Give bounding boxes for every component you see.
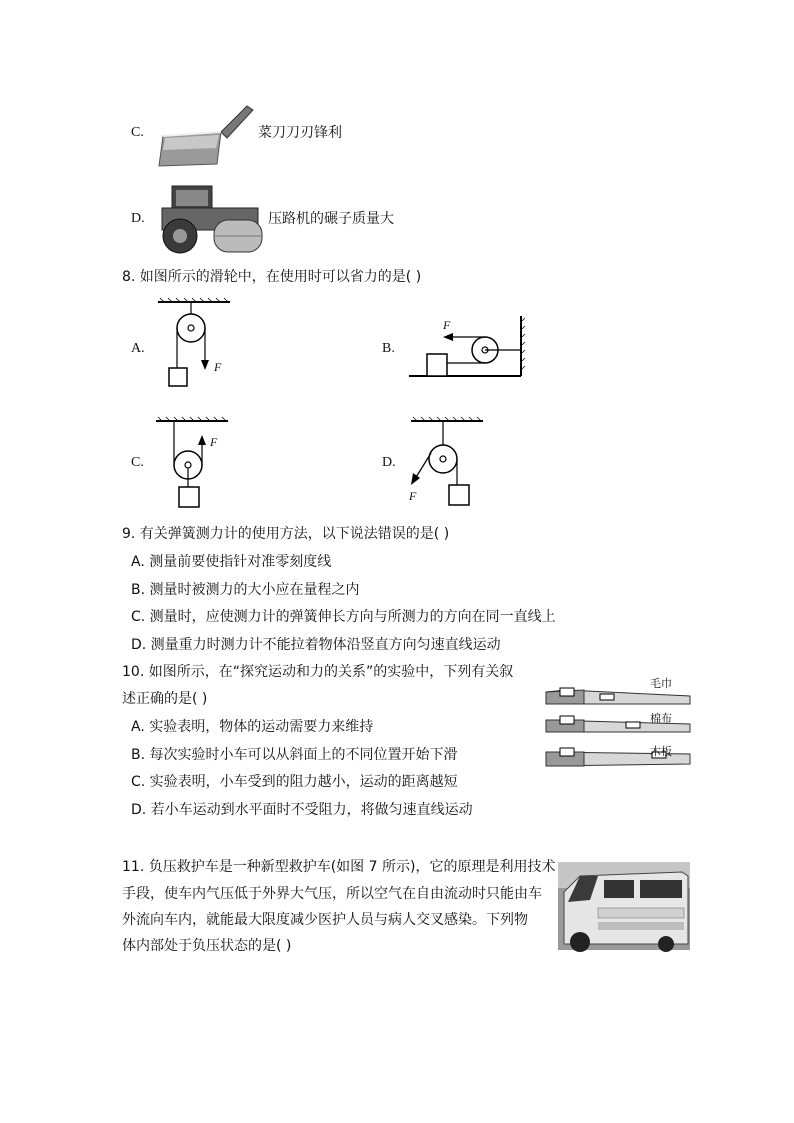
q10-surface-board: 木板 (650, 745, 672, 758)
q8-label-a: A. (131, 341, 145, 356)
q11-stem-line1: 11. 负压救护车是一种新型救护车(如图 7 所示)，它的原理是利用技术 (122, 859, 556, 875)
movable-pulley-diagram-c (152, 415, 232, 515)
horizontal-pulley-diagram-b (405, 312, 530, 384)
q9-stem: 9. 有关弹簧测力计的使用方法，以下说法错误的是( ) (122, 526, 450, 542)
road-roller-image (152, 180, 266, 254)
q10-surface-cotton: 棉布 (650, 712, 672, 725)
q11-stem-line2: 手段，使车内气压低于外界大气压，所以空气在自由流动时只能由车 (122, 886, 542, 902)
cleaver-knife-image (155, 98, 257, 170)
q9-option-b: B. 测量时被测力的大小应在量程之内 (131, 582, 360, 598)
q10-surface-towel: 毛巾 (650, 677, 672, 690)
q8-label-d: D. (382, 455, 396, 470)
q10-option-a: A. 实验表明，物体的运动需要力来维持 (131, 719, 374, 735)
fixed-pulley-diagram-a (150, 296, 240, 396)
q11-stem-line4: 体内部处于负压状态的是( ) (122, 938, 292, 954)
ambulance-photo (558, 862, 690, 950)
q8-stem: 8. 如图所示的滑轮中，在使用时可以省力的是( ) (122, 269, 422, 285)
q8-force-label-a: F (214, 360, 222, 374)
q7-option-c-letter: C. (131, 125, 144, 140)
q8-force-label-c: F (210, 435, 218, 449)
q8-label-b: B. (382, 341, 395, 356)
q10-stem-line2: 述正确的是( ) (122, 691, 208, 707)
q8-force-label-d: F (409, 489, 417, 503)
q9-option-c: C. 测量时，应使测力计的弹簧伸长方向与所测力的方向在同一直线上 (131, 609, 556, 625)
q10-stem-line1: 10. 如图所示，在“探究运动和力的关系”的实验中，下列有关叙 (122, 664, 514, 680)
q9-option-a: A. 测量前要使指针对准零刻度线 (131, 554, 332, 570)
q10-option-b: B. 每次实验时小车可以从斜面上的不同位置开始下滑 (131, 747, 458, 763)
q10-option-c: C. 实验表明，小车受到的阻力越小，运动的距离越短 (131, 774, 458, 790)
q10-option-d: D. 若小车运动到水平面时不受阻力，将做匀速直线运动 (131, 802, 473, 818)
q8-label-c: C. (131, 455, 144, 470)
q11-stem-line3: 外流向车内，就能最大限度减少医护人员与病人交叉感染。下列物 (122, 912, 528, 928)
fixed-pulley-diagram-d (405, 415, 490, 515)
q7-option-d-text: 压路机的碾子质量大 (268, 211, 394, 227)
q9-option-d: D. 测量重力时测力计不能拉着物体沿竖直方向匀速直线运动 (131, 637, 501, 653)
q7-option-c-text: 菜刀刀刃锋利 (258, 125, 342, 141)
q8-force-label-b: F (443, 318, 451, 332)
ramp-experiment-image (544, 682, 692, 782)
q7-option-d-letter: D. (131, 211, 145, 226)
